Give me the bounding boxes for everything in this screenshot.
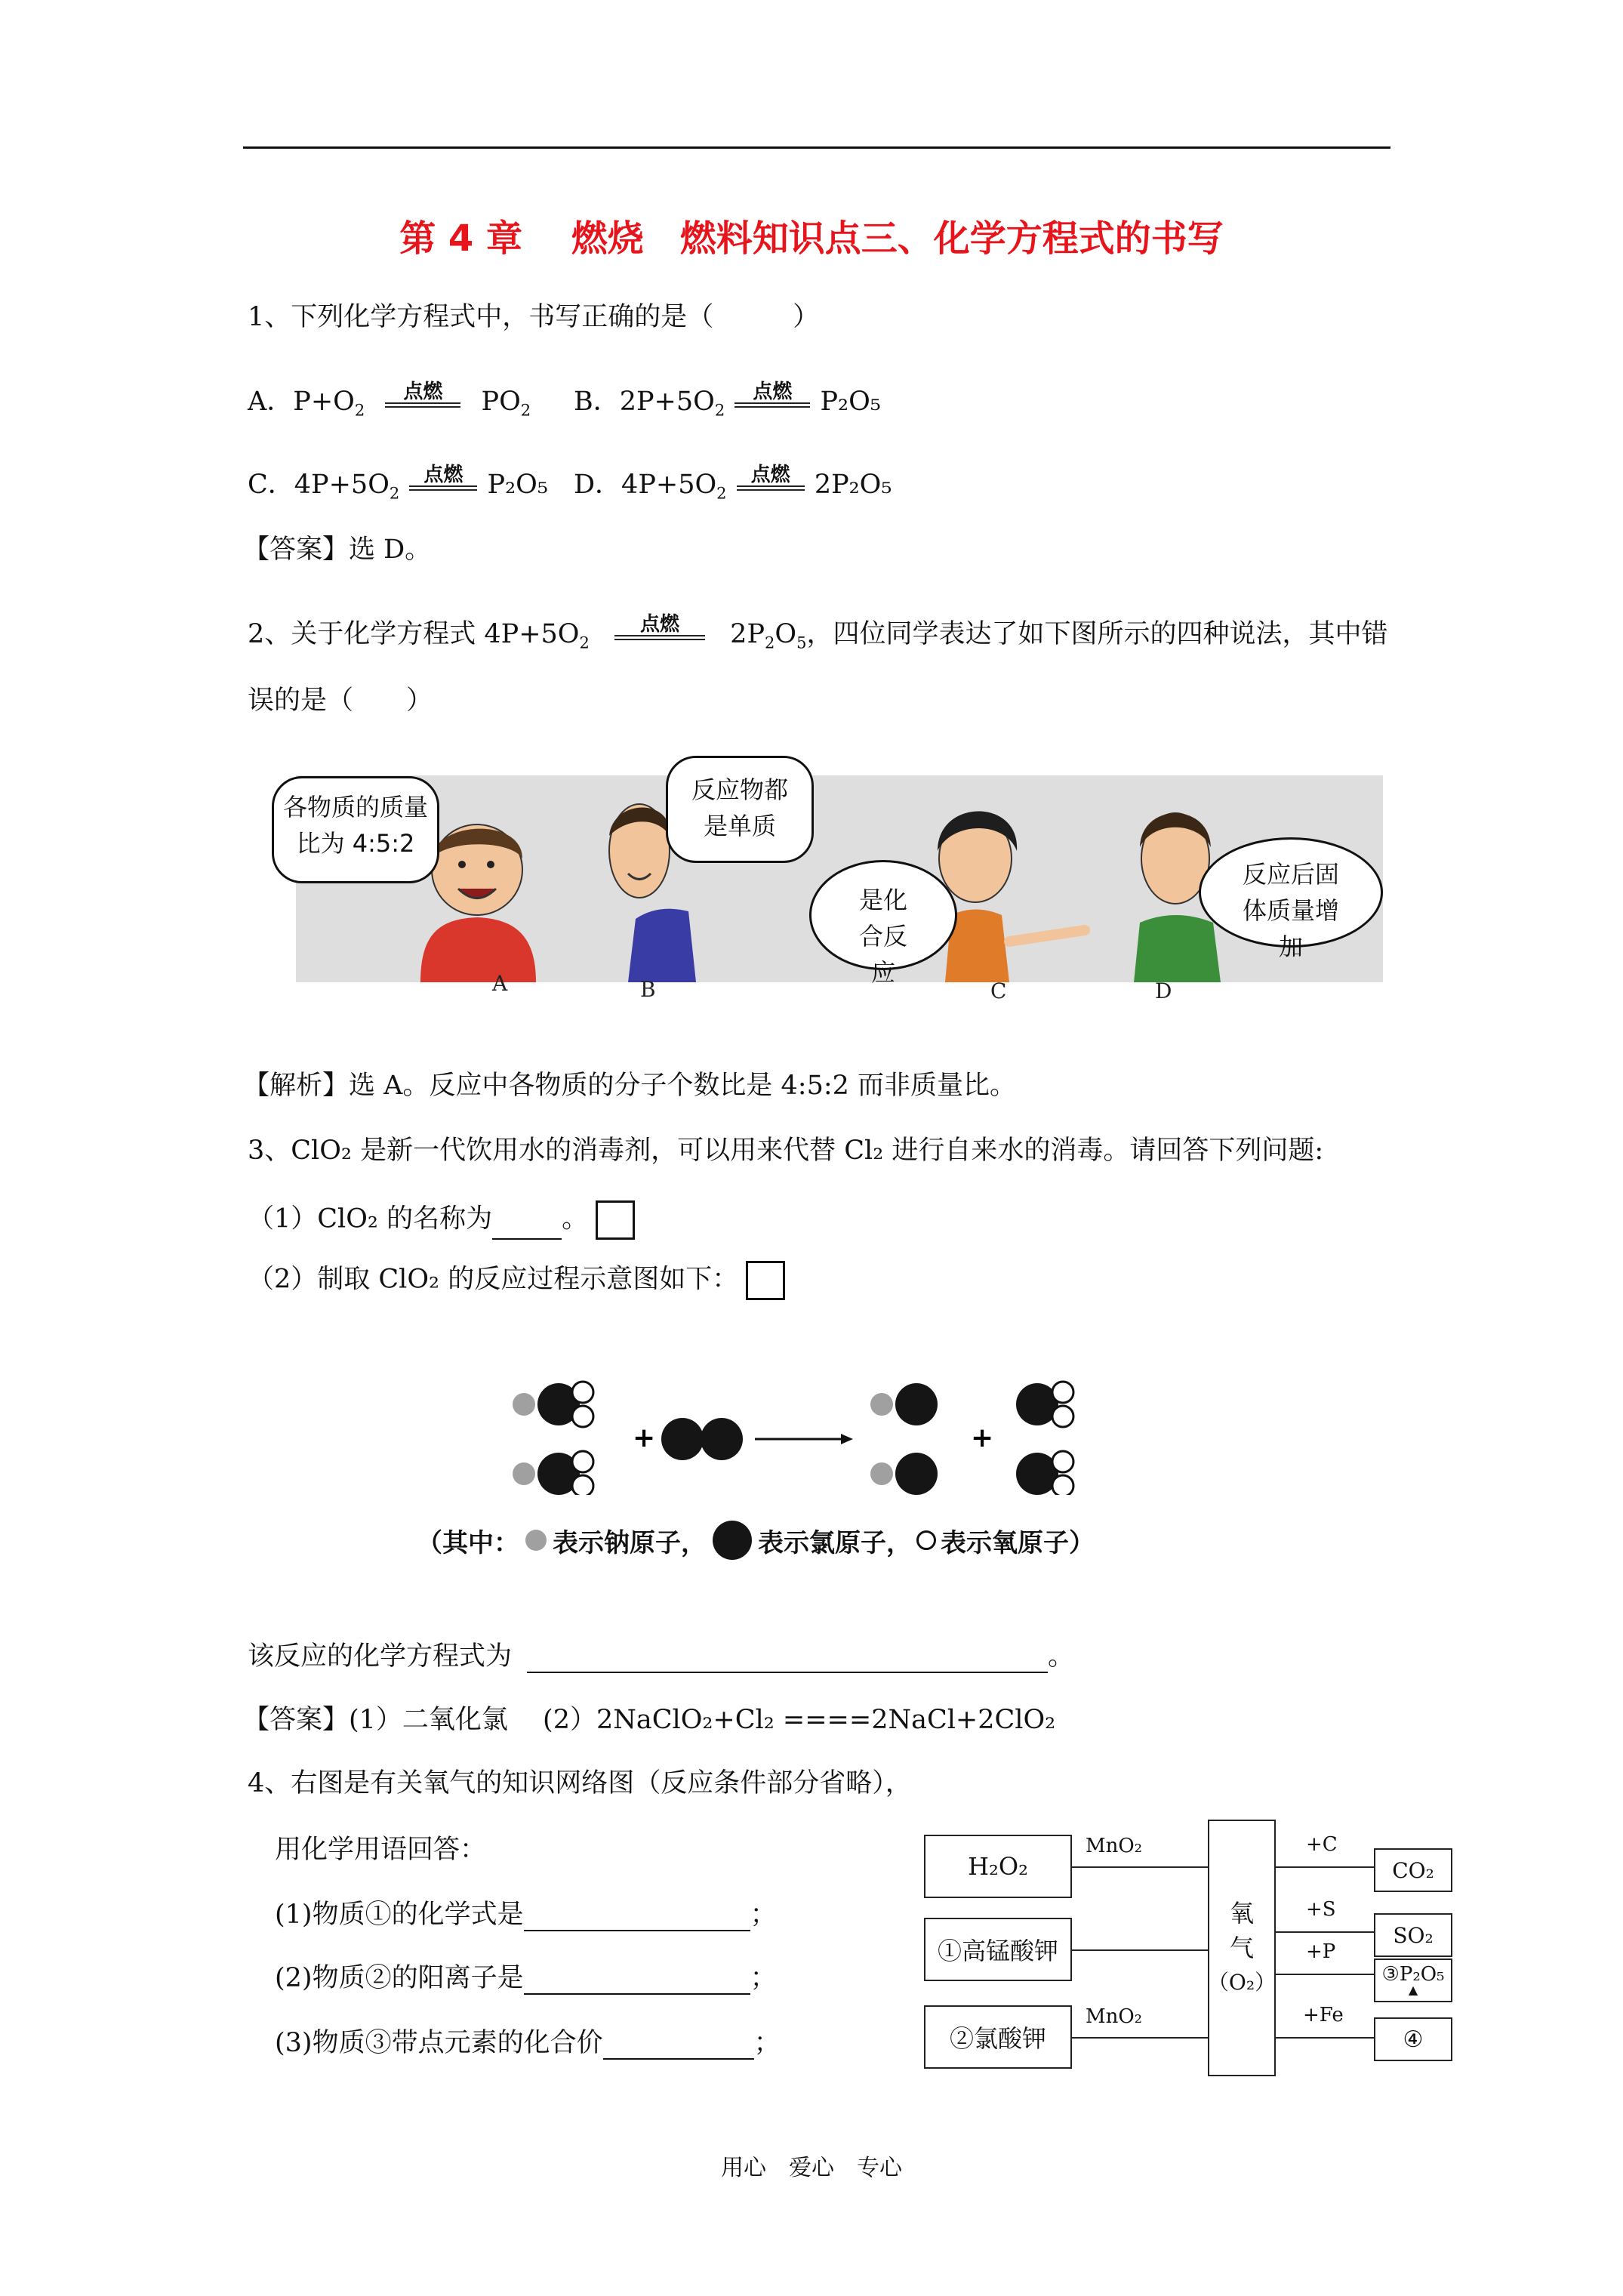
page-title: 第 4 章 燃烧 燃料知识点三、化学方程式的书写	[399, 217, 1224, 260]
q1-option-a: A．$P+O_2$ 点燃 $PO_2$	[248, 381, 531, 420]
q3-answer: 【答案】(1）二氧化氯 (2）2NaClO₂+Cl₂ ====2NaCl+2ClO₂	[243, 1705, 1056, 1735]
oxygen-network-diagram	[913, 1818, 1445, 2090]
reaction-arrow	[755, 1434, 853, 1444]
box-kmno4: ①高锰酸钾	[924, 1918, 1072, 1981]
label-add-s: +S	[1306, 1898, 1336, 1921]
label-add-c: +C	[1306, 1833, 1338, 1856]
checkbox-1[interactable]	[596, 1200, 635, 1240]
oxygen-atom-icon	[916, 1530, 936, 1550]
nacl-molecule	[870, 1453, 938, 1495]
label-mno2-top: MnO₂	[1086, 1835, 1143, 1857]
bubble-d: 反应后固体质量增加	[1199, 837, 1383, 948]
label-add-p: +P	[1306, 1940, 1336, 1963]
box-p2o5: ③P₂O₅ ▲	[1374, 1959, 1452, 2002]
q1-answer: 【答案】选 D。	[243, 535, 432, 565]
bubble-c: 是化合反应	[809, 860, 957, 970]
label-add-fe: +Fe	[1303, 2004, 1344, 2026]
chlorine-atom-icon	[713, 1521, 752, 1560]
sodium-atom-icon	[525, 1530, 547, 1551]
label-a: A	[492, 971, 508, 996]
plus-sign-1: +	[633, 1422, 656, 1453]
q1-option-c: C．$4P+5O_2$ 点燃 P₂O₅	[248, 464, 548, 503]
page-footer: 用心 爱心 专心	[721, 2155, 902, 2181]
q3-equation-prompt: 该反应的化学方程式为 。	[248, 1641, 1075, 1672]
box-kclo3: ②氯酸钾	[924, 2005, 1072, 2069]
q2-illustration	[282, 775, 1383, 987]
box-co2: CO₂	[1374, 1848, 1452, 1892]
q4-part2: (2)物质②的阳离子是 ；	[275, 1963, 777, 1993]
clo2-molecule	[1016, 1451, 1073, 1495]
q4-part1: (1)物质①的化学式是 ；	[275, 1900, 777, 1930]
q3-stem: 3、ClO₂ 是新一代饮用水的消毒剂，可以用来代替 Cl₂ 进行自来水的消毒。请回答下列问题:	[248, 1136, 1324, 1166]
box-fe-product: ④	[1374, 2017, 1452, 2061]
q2-stem-line2: 误的是（ ）	[248, 686, 433, 716]
label-mno2-bottom: MnO₂	[1086, 2005, 1143, 2028]
q1-option-b: B．$2P+5O_2$ 点燃 P₂O₅	[574, 381, 881, 420]
bubble-b: 反应物都是单质	[666, 756, 814, 863]
reaction-diagram	[498, 1374, 1163, 1495]
clo2-molecule	[1016, 1382, 1073, 1427]
q1-stem: 1、下列化学方程式中，书写正确的是（ ）	[248, 302, 820, 332]
q1-option-d: D．$4P+5O_2$ 点燃 2P₂O₅	[574, 464, 892, 503]
header-rule	[243, 146, 1390, 149]
nacl-molecule	[870, 1383, 938, 1425]
q2-analysis: 【解析】选 A。反应中各物质的分子个数比是 4:5:2 而非质量比。	[243, 1071, 1017, 1101]
q3-part1: （1）ClO₂ 的名称为 。	[248, 1200, 635, 1240]
atom-legend: （其中： 表示钠原子， 表示氯原子， 表示氧原子）	[417, 1521, 1095, 1560]
q3-part2: （2）制取 ClO₂ 的反应过程示意图如下：	[248, 1261, 785, 1300]
label-b: B	[640, 977, 656, 1002]
naclo2-molecule	[513, 1382, 593, 1427]
label-d: D	[1155, 978, 1172, 1003]
cl2-molecule	[661, 1418, 743, 1460]
q2-stem: 2、关于化学方程式 $4P+5O_2$ 点燃 $2P_2O_5$，四位同学表达了如下图所示的四种说法，其中错	[248, 613, 1388, 652]
q4-intro: 用化学用语回答：	[275, 1835, 487, 1865]
box-oxygen: 氧 气 （O₂）	[1208, 1820, 1276, 2076]
checkbox-2[interactable]	[746, 1261, 785, 1300]
box-so2: SO₂	[1374, 1913, 1452, 1957]
bubble-a: 各物质的质量比为 4:5:2	[272, 776, 439, 883]
plus-sign-2: +	[971, 1422, 994, 1453]
naclo2-molecule	[513, 1451, 593, 1495]
student-c-figure	[938, 812, 1085, 983]
box-h2o2: H₂O₂	[924, 1835, 1072, 1898]
label-c: C	[990, 978, 1007, 1003]
q4-part3: (3)物质③带点元素的化合价 ；	[275, 2028, 781, 2058]
q4-stem: 4、右图是有关氧气的知识网络图（反应条件部分省略），	[248, 1768, 912, 1798]
